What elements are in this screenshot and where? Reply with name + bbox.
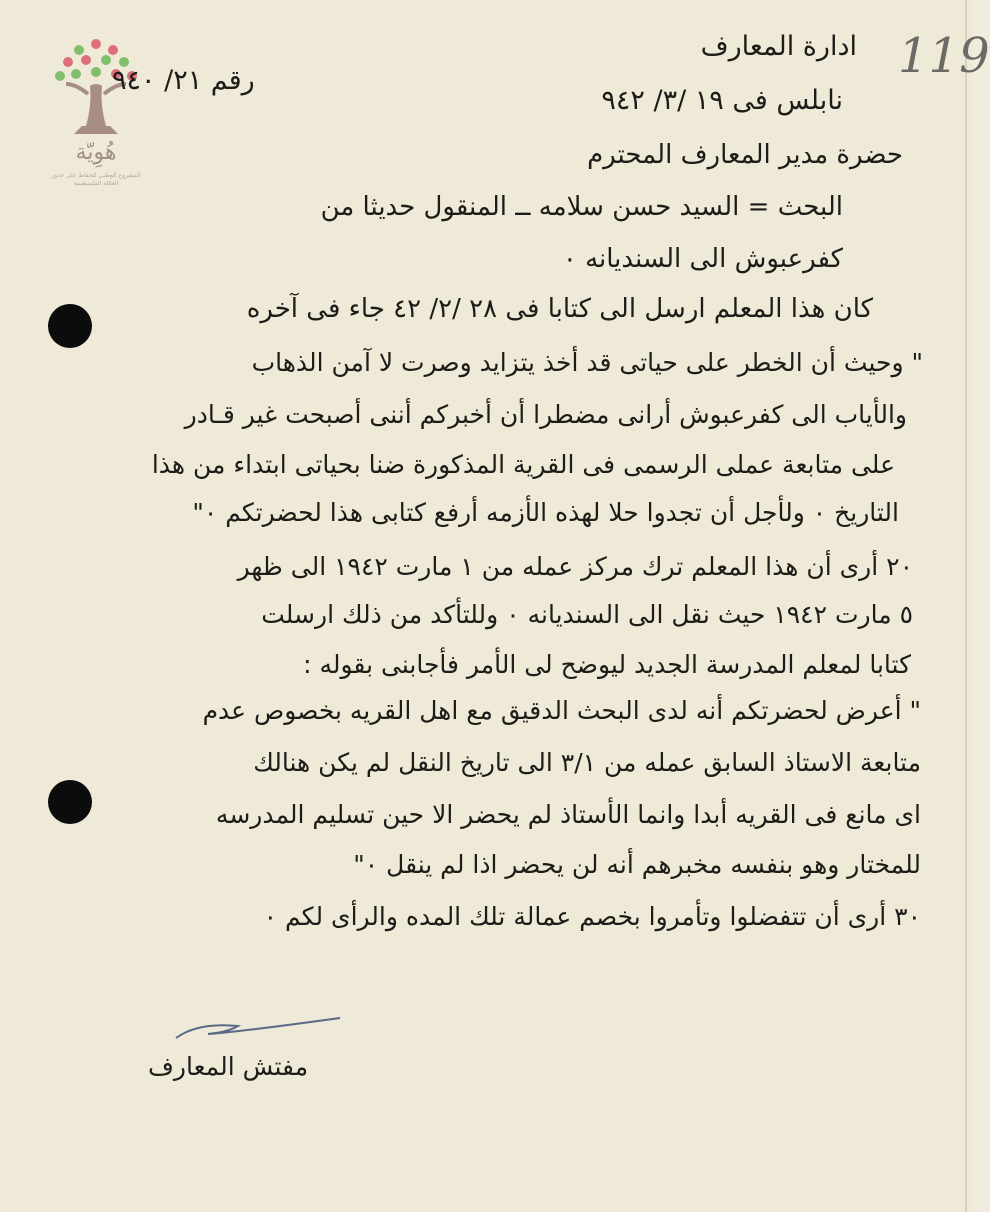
signature-scribble-icon bbox=[168, 1010, 348, 1050]
subject-line-1: البحث = السيد حسن سلامه ــ المنقول حديثا من bbox=[320, 192, 843, 222]
letter-date: نابلس فى ١٩ /٣/ ٩٤٢ bbox=[601, 85, 843, 116]
body-line: كان هذا المعلم ارسل الى كتابا فى ٢٨ /٢/ ٤٢ جاء فى آخره bbox=[246, 294, 873, 324]
salutation: حضرة مدير المعارف المحترم bbox=[587, 140, 903, 170]
body-line: ٢٠ أرى أن هذا المعلم ترك مركز عمله من ١ مارت ١٩٤٢ الى ظهر bbox=[237, 552, 913, 581]
body-line: متابعة الاستاذ السابق عمله من ٣/١ الى تاريخ النقل لم يكن هنالك bbox=[253, 748, 921, 777]
body-line: اى مانع فى القريه أبدا وانما الأستاذ لم يحضر الا حين تسليم المدرسه bbox=[215, 800, 921, 829]
office-heading: ادارة المعارف bbox=[700, 31, 857, 62]
body-line: ٥ مارت ١٩٤٢ حيث نقل الى السنديانه ٠ وللتأكد من ذلك ارسلت bbox=[261, 600, 913, 629]
subject-line-2: كفرعبوش الى السنديانه ٠ bbox=[562, 244, 843, 274]
punch-hole bbox=[48, 780, 92, 824]
body-line: " أعرض لحضرتكم أنه لدى البحث الدقيق مع اهل القريه بخصوص عدم bbox=[202, 696, 921, 725]
punch-hole bbox=[48, 304, 92, 348]
logo-tagline: المشروع الوطني للحفاظ على جذور العائلة الفلسطينية bbox=[51, 172, 141, 187]
body-line: على متابعة عملى الرسمى فى القرية المذكورة ضنا بحياتى ابتداء من هذا bbox=[151, 450, 895, 479]
page-number: 119 bbox=[898, 28, 990, 84]
signature-title: مفتش المعارف bbox=[148, 1052, 309, 1081]
body-line: التاريخ ٠ ولأجل أن تجدوا حلا لهذه الأزمه أرفع كتابى هذا لحضرتكم ٠" bbox=[192, 498, 899, 527]
body-line: كتابا لمعلم المدرسة الجديد ليوضح لى الأمر فأجابنى بقوله : bbox=[303, 650, 911, 679]
body-line: والأياب الى كفرعبوش أرانى مضطرا أن أخبركم أننى أصبحت غير قـادر bbox=[184, 400, 907, 429]
body-line: للمختار وهو بنفسه مخبرهم أنه لن يحضر اذا لم ينقل ٠" bbox=[353, 850, 921, 879]
body-line: ٣٠ أرى أن تتفضلوا وتأمروا بخصم عمالة تلك المده والرأى لكم ٠ bbox=[263, 902, 921, 931]
body-line: " وحيث أن الخطر على حياتى قد أخذ يتزايد وصرت لا آمن الذهاب bbox=[251, 348, 923, 377]
reference-number: رقم ٢١/ ٩٤٠ bbox=[112, 65, 255, 96]
logo-name: هُوِيّة bbox=[75, 140, 117, 165]
page-edge bbox=[965, 0, 967, 1212]
tree-logo-icon bbox=[46, 34, 146, 194]
